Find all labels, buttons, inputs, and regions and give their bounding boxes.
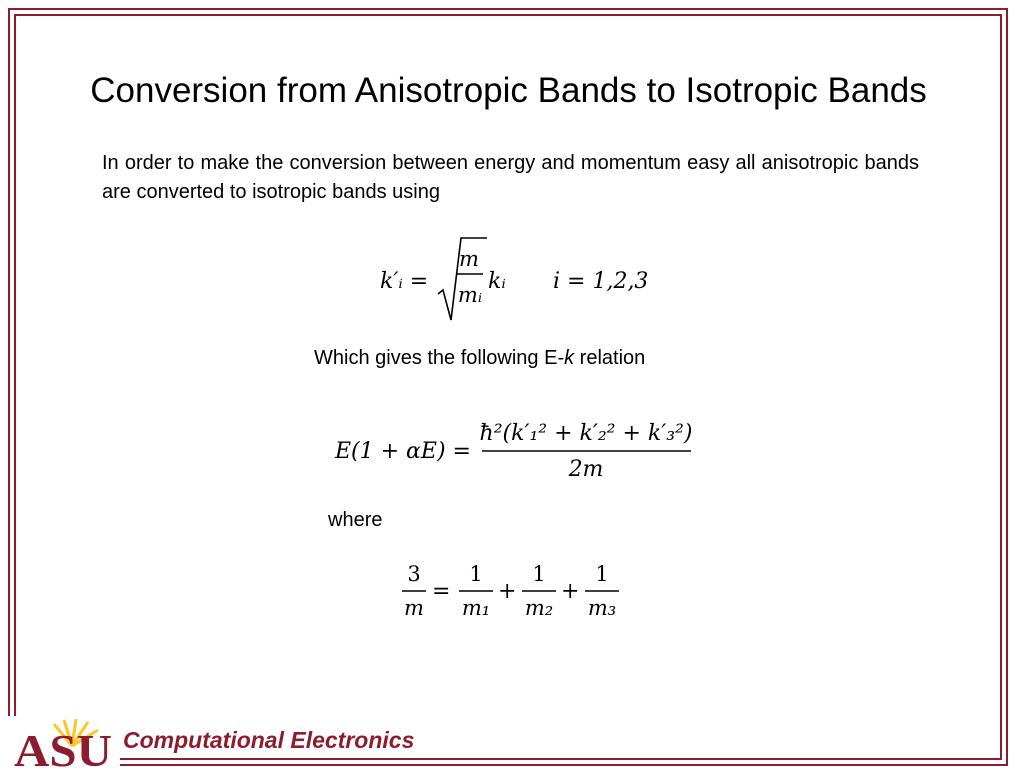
- eq3-equals: =: [432, 579, 451, 604]
- eq1-tail: kᵢ: [488, 269, 506, 294]
- slide-title: Conversion from Anisotropic Bands to Isotropic Bands: [90, 71, 927, 110]
- eq1-denominator: mᵢ: [457, 283, 483, 307]
- eq3-lhs-den: m: [404, 596, 424, 620]
- eq3-plus-2: +: [561, 579, 580, 604]
- equation-average-mass: [398, 553, 628, 633]
- slide-frame-inner: [14, 14, 1002, 760]
- eq3-t1-num: 1: [469, 562, 483, 586]
- eq2-numerator: ħ²(k′₁² + k′₂² + k′₃²): [479, 421, 693, 446]
- eq3-plus-1: +: [498, 579, 517, 604]
- where-label: where: [328, 509, 383, 531]
- which-gives-text: [314, 347, 645, 370]
- eq1-numerator: m: [459, 247, 479, 271]
- eq1-lhs: k′ᵢ =: [380, 269, 429, 294]
- equation-scaled-wavevector: [375, 232, 665, 327]
- eq3-t2-den: m₂: [524, 596, 554, 620]
- eq3-t3-den: m₃: [587, 596, 617, 620]
- eq3-lhs-num: 3: [407, 562, 421, 586]
- asu-logo: [10, 716, 118, 772]
- eq1-index-range: i = 1,2,3: [553, 269, 649, 294]
- footer-brand-text: Computational Electronics: [123, 727, 415, 753]
- which-k: k: [564, 347, 575, 369]
- asu-logo-letters: ASU: [14, 725, 112, 772]
- equation-e-k-relation: [330, 410, 700, 490]
- intro-paragraph: In order to make the conversion between energy and momentum easy all anisotropic bands are converted to isotropic bands using: [102, 152, 919, 203]
- eq3-t1-den: m₁: [461, 596, 491, 620]
- eq3-t2-num: 1: [532, 562, 546, 586]
- which-prefix: Which gives the following E-: [314, 347, 565, 369]
- eq2-lhs: E(1 + αE) =: [335, 439, 471, 464]
- which-suffix: relation: [574, 347, 646, 369]
- eq3-t3-num: 1: [595, 562, 609, 586]
- eq2-denominator: 2m: [568, 457, 604, 482]
